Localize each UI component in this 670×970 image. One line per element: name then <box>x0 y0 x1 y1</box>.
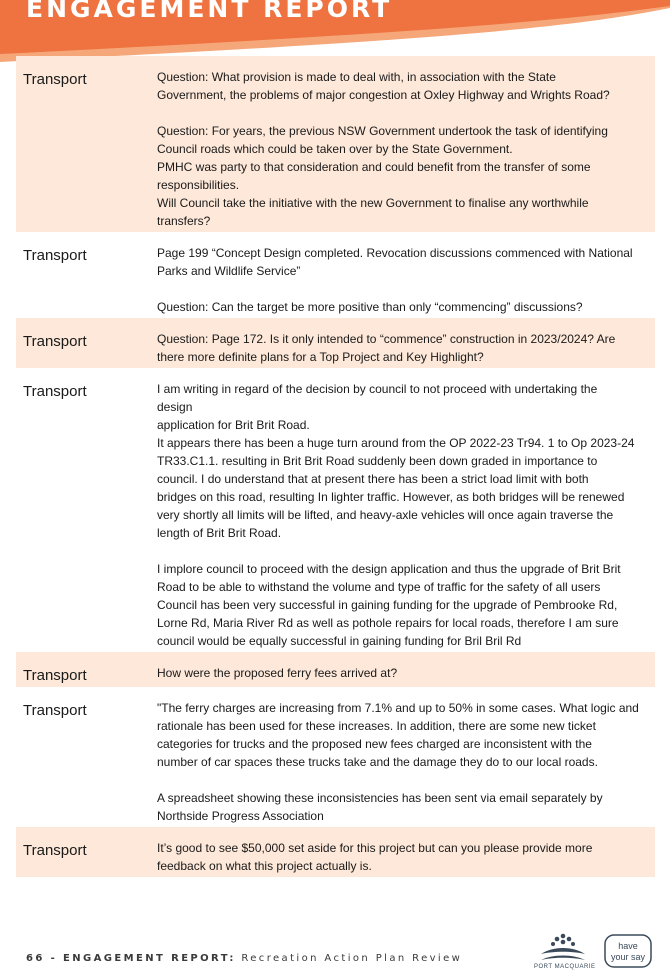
row-submission-text <box>157 839 655 875</box>
submission-paragraph: I am writing in regard of the decision by council to not proceed with undertaking the design application for Brit Brit Road. It appears there has been a huge turn around from the OP 2022-23 Tr94. 1 to Op 2023-24 TR33.C1.1. resulting in Brit Brit Road suddenly been down graded in importance to council. I do understand that at present there has been a strict load limit with both bridges on this road, resulting In lighter traffic. However, as both bridges will be renewed very shortly all limits will be lifted, and heavy-axle vehicles will once again traverse the length of Brit Brit Road. <box>157 382 635 540</box>
footer-section-title: Recreation Action Plan Review <box>235 953 463 964</box>
row-submission-text <box>157 330 655 366</box>
row-submission-text <box>157 68 655 230</box>
row-submission-text <box>157 699 655 825</box>
table-row <box>16 652 655 687</box>
report-title: ENGAGEMENT REPORT <box>26 0 393 23</box>
row-category: Transport <box>23 702 87 719</box>
submission-paragraph: I implore council to proceed with the design application and thus the upgrade of Brit Brit Road to be able to withstand the volume and type of traffic for the safety of all users Council has been very successful in gaining funding for the upgrade of Pembrooke Rd, Lorne Rd, Maria River Rd as well as pothole repairs for local roads, therefore I am sure council would be equally successful in gaining funding for Bril Bril Rd <box>157 562 621 648</box>
row-category: Transport <box>23 333 87 350</box>
footer-separator: - <box>44 953 64 964</box>
row-category: Transport <box>23 247 87 264</box>
submission-paragraph: It’s good to see $50,000 set aside for this project but can you please provide more feedback on what this project actually is. <box>157 841 593 873</box>
row-submission-text <box>157 380 655 650</box>
submission-paragraph: "The ferry charges are increasing from 7.1% and up to 50% in some cases. What logic and rationale has been used for these increases. In addition, there are some new ticket categories for trucks and the proposed new fees charged are inconsistent with the number of car spaces these trucks take and the damage they do to our local roads. <box>157 701 639 769</box>
page-footer <box>26 953 462 964</box>
submission-paragraph: Question: What provision is made to deal with, in association with the State Government, the problems of major congestion at Oxley Highway and Wrights Road? <box>157 70 610 102</box>
submission-paragraph: Page 199 “Concept Design completed. Revocation discussions commenced with National Parks and Wildlife Service” <box>157 246 633 278</box>
table-row <box>16 56 655 232</box>
row-category: Transport <box>23 842 87 859</box>
row-category: Transport <box>23 383 87 400</box>
submission-paragraph: A spreadsheet showing these inconsistencies has been sent via email separately by Northside Progress Association <box>157 791 603 823</box>
row-submission-text <box>157 244 655 316</box>
table-row <box>16 232 655 318</box>
table-row <box>16 687 655 827</box>
footer-report-label: ENGAGEMENT REPORT: <box>63 953 236 964</box>
table-row <box>16 827 655 877</box>
row-category: Transport <box>23 71 87 88</box>
page-number: 66 <box>26 953 45 964</box>
row-category: Transport <box>23 667 87 684</box>
hys-line2: your say <box>610 952 646 962</box>
submission-paragraph: Question: For years, the previous NSW Government undertook the task of identifying Council roads which could be taken over by the State Government. PMHC was party to that consideration and could benefit from the transfer of some responsibilities. Will Council take the initiative with the new Government to finalise any worthwhile transfers? <box>157 124 608 228</box>
table-row <box>16 318 655 368</box>
submission-paragraph: Question: Can the target be more positive than only “commencing” discussions? <box>157 300 583 314</box>
table-row <box>16 368 655 652</box>
row-submission-text <box>157 664 655 685</box>
council-logo-text: PORT MACQUARIE <box>534 964 596 970</box>
submission-paragraph: Question: Page 172. Is it only intended to “commence” construction in 2023/2024? Are there more definite plans for a Top Project and Key Highlight? <box>157 332 616 364</box>
submissions-table <box>16 56 655 877</box>
submission-paragraph: How were the proposed ferry fees arrived at? <box>157 666 398 680</box>
have-your-say-logo-icon <box>604 934 652 970</box>
hys-line1: have <box>618 941 638 951</box>
